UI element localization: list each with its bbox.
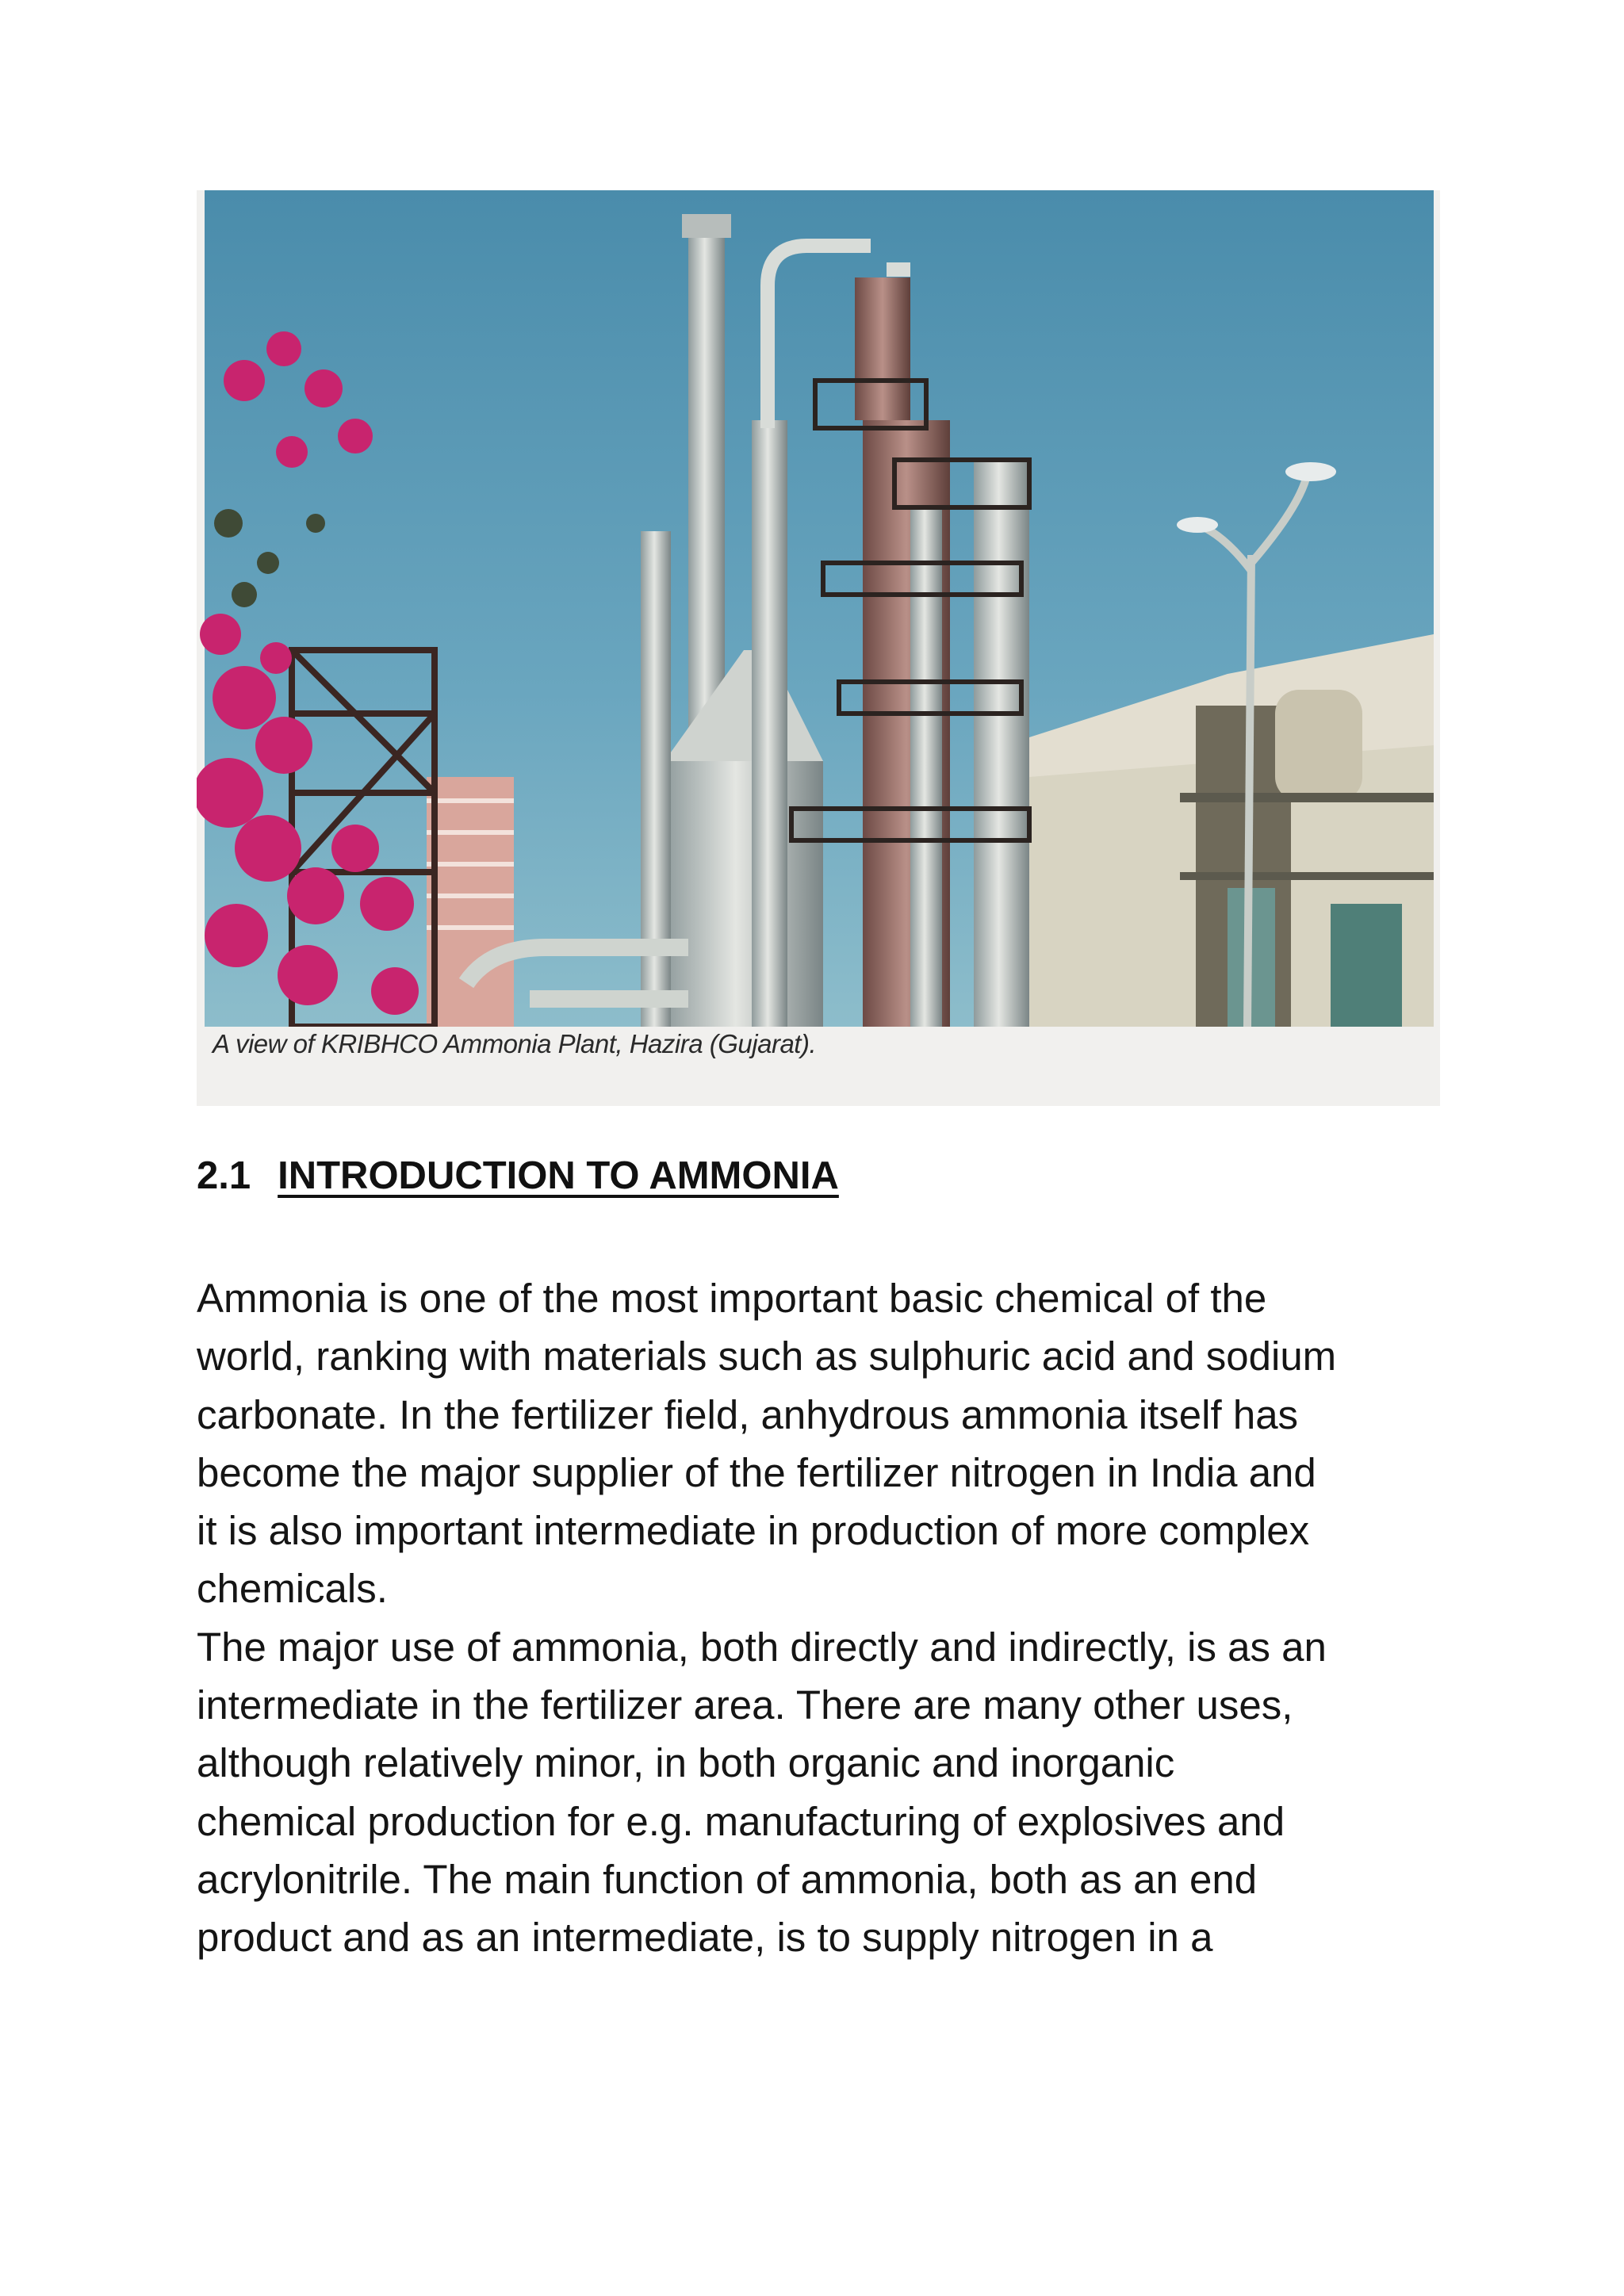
pink-building (427, 777, 514, 1027)
chimney (688, 222, 725, 761)
plant-photo-figure (197, 190, 1440, 1106)
body-line: although relatively minor, in both organic and inorganic (197, 1740, 1175, 1786)
section-heading (197, 1154, 839, 1198)
body-line: chemical production for e.g. manufacturing of explosives and (197, 1798, 1285, 1844)
body-line: Ammonia is one of the most important basic chemical of the (197, 1276, 1267, 1321)
body-line: chemicals. (197, 1566, 388, 1612)
body-line: become the major supplier of the fertilizer nitrogen in India and (197, 1449, 1316, 1495)
body-line: carbonate. In the fertilizer field, anhydrous ammonia itself has (197, 1391, 1299, 1437)
body-line: intermediate in the fertilizer area. There are many other uses, (197, 1682, 1293, 1728)
body-line: The major use of ammonia, both directly and indirectly, is as an (197, 1624, 1327, 1670)
section-title: INTRODUCTION TO AMMONIA (278, 1154, 839, 1197)
photo-caption: A view of KRIBHCO Ammonia Plant, Hazira (Gujarat). (213, 1029, 817, 1058)
body-line: product and as an intermediate, is to supply nitrogen in a (197, 1915, 1213, 1961)
body-line: it is also important intermediate in production of more complex (197, 1508, 1310, 1554)
body-paragraphs (197, 1269, 1450, 1967)
section-number: 2.1 (197, 1154, 251, 1197)
ammonia-plant-photo (197, 190, 1440, 1027)
body-line: acrylonitrile. The main function of ammonia, both as an end (197, 1856, 1258, 1902)
body-line: world, ranking with materials such as sulphuric acid and sodium (197, 1334, 1337, 1380)
